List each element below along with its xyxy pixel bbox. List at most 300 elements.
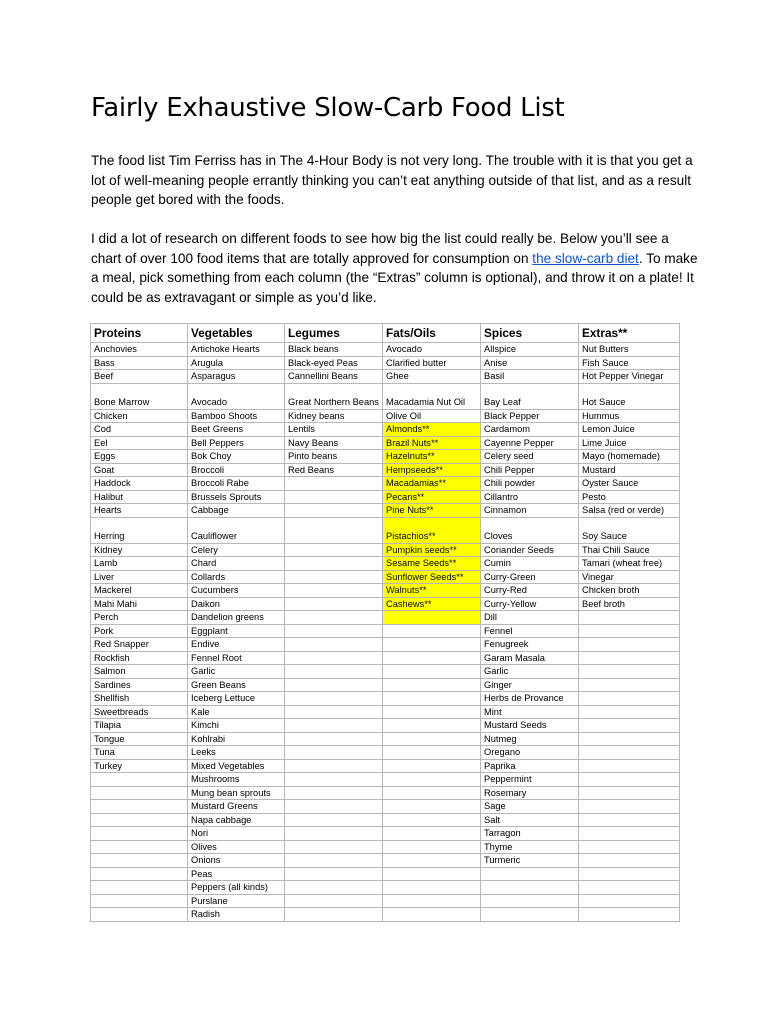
cell-extra bbox=[579, 786, 680, 800]
cell-legume bbox=[285, 665, 383, 679]
cell-vegetable: Brussels Sprouts bbox=[188, 490, 285, 504]
cell-vegetable: Onions bbox=[188, 854, 285, 868]
table-row bbox=[91, 881, 680, 895]
cell-legume: Red Beans bbox=[285, 463, 383, 477]
cell-extra bbox=[579, 611, 680, 625]
header-extras: Extras** bbox=[579, 324, 680, 343]
cell-vegetable: Peas bbox=[188, 867, 285, 881]
cell-fat-oil bbox=[383, 786, 481, 800]
cell-protein: Tongue bbox=[91, 732, 188, 746]
table-row bbox=[91, 570, 680, 584]
cell-fat-oil bbox=[383, 840, 481, 854]
table-row bbox=[91, 786, 680, 800]
cell-fat-oil bbox=[383, 813, 481, 827]
cell-legume bbox=[285, 678, 383, 692]
table-row bbox=[91, 436, 680, 450]
cell-spice: Sage bbox=[481, 800, 579, 814]
cell-legume: Cannellini Beans bbox=[285, 370, 383, 384]
cell-fat-oil: Pistachios** bbox=[383, 517, 481, 543]
cell-spice: Coriander Seeds bbox=[481, 543, 579, 557]
cell-fat-oil bbox=[383, 732, 481, 746]
instructions-paragraph bbox=[91, 229, 701, 307]
cell-fat-oil: Olive Oil bbox=[383, 409, 481, 423]
cell-fat-oil: Pumpkin seeds** bbox=[383, 543, 481, 557]
table-row bbox=[91, 624, 680, 638]
cell-legume bbox=[285, 827, 383, 841]
cell-legume: Kidney beans bbox=[285, 409, 383, 423]
cell-protein bbox=[91, 827, 188, 841]
cell-extra bbox=[579, 624, 680, 638]
cell-spice: Curry-Yellow bbox=[481, 597, 579, 611]
cell-protein bbox=[91, 854, 188, 868]
cell-vegetable: Mixed Vegetables bbox=[188, 759, 285, 773]
cell-fat-oil: Pine Nuts** bbox=[383, 504, 481, 518]
cell-spice: Thyme bbox=[481, 840, 579, 854]
cell-legume bbox=[285, 854, 383, 868]
cell-protein: Lamb bbox=[91, 557, 188, 571]
cell-extra bbox=[579, 678, 680, 692]
cell-protein: Bone Marrow bbox=[91, 383, 188, 409]
cell-vegetable: Chard bbox=[188, 557, 285, 571]
cell-vegetable: Mung bean sprouts bbox=[188, 786, 285, 800]
table-row bbox=[91, 490, 680, 504]
cell-legume bbox=[285, 584, 383, 598]
cell-protein: Goat bbox=[91, 463, 188, 477]
cell-spice: Tarragon bbox=[481, 827, 579, 841]
cell-legume bbox=[285, 813, 383, 827]
cell-extra: Nut Butters bbox=[579, 343, 680, 357]
cell-extra: Mustard bbox=[579, 463, 680, 477]
cell-extra: Soy Sauce bbox=[579, 517, 680, 543]
cell-extra: Mayo (homemade) bbox=[579, 450, 680, 464]
table-row bbox=[91, 356, 680, 370]
cell-extra bbox=[579, 800, 680, 814]
cell-fat-oil bbox=[383, 773, 481, 787]
slow-carb-diet-link[interactable]: the slow-carb diet bbox=[532, 250, 639, 266]
cell-vegetable: Green Beans bbox=[188, 678, 285, 692]
cell-fat-oil bbox=[383, 624, 481, 638]
page-title: Fairly Exhaustive Slow-Carb Food List bbox=[91, 93, 565, 123]
cell-fat-oil: Sesame Seeds** bbox=[383, 557, 481, 571]
cell-spice: Nutmeg bbox=[481, 732, 579, 746]
cell-protein: Cod bbox=[91, 423, 188, 437]
cell-fat-oil: Brazil Nuts** bbox=[383, 436, 481, 450]
cell-vegetable: Cucumbers bbox=[188, 584, 285, 598]
cell-protein: Herring bbox=[91, 517, 188, 543]
cell-fat-oil bbox=[383, 881, 481, 895]
cell-spice: Curry-Red bbox=[481, 584, 579, 598]
cell-extra: Oyster Sauce bbox=[579, 477, 680, 491]
cell-fat-oil bbox=[383, 705, 481, 719]
cell-spice: Anise bbox=[481, 356, 579, 370]
cell-vegetable: Iceberg Lettuce bbox=[188, 692, 285, 706]
cell-spice: Celery seed bbox=[481, 450, 579, 464]
instructions-text-after: . To make a meal, pick something from each column (the “Extras” column is optional), and throw it on a plate! It could be as extravagant or simple as you’d like. bbox=[91, 250, 698, 305]
cell-vegetable: Purslane bbox=[188, 894, 285, 908]
cell-legume bbox=[285, 557, 383, 571]
cell-vegetable: Mushrooms bbox=[188, 773, 285, 787]
cell-protein: Haddock bbox=[91, 477, 188, 491]
table-row bbox=[91, 800, 680, 814]
cell-legume: Pinto beans bbox=[285, 450, 383, 464]
cell-legume bbox=[285, 719, 383, 733]
cell-spice: Turmeric bbox=[481, 854, 579, 868]
cell-protein: Rockfish bbox=[91, 651, 188, 665]
table-row bbox=[91, 692, 680, 706]
cell-legume bbox=[285, 570, 383, 584]
table-row bbox=[91, 759, 680, 773]
cell-spice bbox=[481, 867, 579, 881]
cell-fat-oil bbox=[383, 854, 481, 868]
cell-spice: Cillantro bbox=[481, 490, 579, 504]
cell-vegetable: Broccoli bbox=[188, 463, 285, 477]
table-row bbox=[91, 370, 680, 384]
cell-extra: Beef broth bbox=[579, 597, 680, 611]
cell-extra bbox=[579, 881, 680, 895]
table-row bbox=[91, 827, 680, 841]
cell-spice: Chili powder bbox=[481, 477, 579, 491]
cell-vegetable: Bamboo Shoots bbox=[188, 409, 285, 423]
cell-fat-oil: Clarified butter bbox=[383, 356, 481, 370]
cell-legume: Navy Beans bbox=[285, 436, 383, 450]
instructions-text-before: I did a lot of research on different foods to see how big the list could really be. Below you’ll see a chart of over 100 food items that are totally approved for consumption on bbox=[91, 231, 669, 266]
cell-vegetable: Radish bbox=[188, 908, 285, 922]
cell-protein: Mackerel bbox=[91, 584, 188, 598]
cell-protein: Tilapia bbox=[91, 719, 188, 733]
cell-protein bbox=[91, 908, 188, 922]
table-row bbox=[91, 894, 680, 908]
cell-legume bbox=[285, 517, 383, 543]
cell-vegetable: Arugula bbox=[188, 356, 285, 370]
cell-vegetable: Nori bbox=[188, 827, 285, 841]
table-row bbox=[91, 813, 680, 827]
cell-vegetable: Kohlrabi bbox=[188, 732, 285, 746]
cell-vegetable: Broccoli Rabe bbox=[188, 477, 285, 491]
cell-vegetable: Collards bbox=[188, 570, 285, 584]
cell-fat-oil: Avocado bbox=[383, 343, 481, 357]
cell-extra: Tamari (wheat free) bbox=[579, 557, 680, 571]
cell-extra: Chicken broth bbox=[579, 584, 680, 598]
table-body bbox=[91, 343, 680, 922]
cell-protein bbox=[91, 786, 188, 800]
cell-spice: Rosemary bbox=[481, 786, 579, 800]
table-header-row bbox=[91, 324, 680, 343]
cell-legume: Great Northern Beans bbox=[285, 383, 383, 409]
cell-legume bbox=[285, 881, 383, 895]
cell-spice: Curry-Green bbox=[481, 570, 579, 584]
cell-fat-oil bbox=[383, 651, 481, 665]
cell-protein: Tuna bbox=[91, 746, 188, 760]
cell-protein: Sweetbreads bbox=[91, 705, 188, 719]
cell-legume bbox=[285, 759, 383, 773]
table-row bbox=[91, 423, 680, 437]
cell-protein bbox=[91, 773, 188, 787]
cell-extra bbox=[579, 894, 680, 908]
cell-extra bbox=[579, 692, 680, 706]
table-row bbox=[91, 651, 680, 665]
cell-legume bbox=[285, 638, 383, 652]
cell-legume: Black-eyed Peas bbox=[285, 356, 383, 370]
cell-legume bbox=[285, 773, 383, 787]
table-row bbox=[91, 463, 680, 477]
cell-vegetable: Bell Peppers bbox=[188, 436, 285, 450]
cell-vegetable: Cauliflower bbox=[188, 517, 285, 543]
cell-legume bbox=[285, 597, 383, 611]
cell-fat-oil bbox=[383, 665, 481, 679]
table-row bbox=[91, 746, 680, 760]
cell-extra: Fish Sauce bbox=[579, 356, 680, 370]
table-row bbox=[91, 773, 680, 787]
cell-extra: Salsa (red or verde) bbox=[579, 504, 680, 518]
cell-extra bbox=[579, 813, 680, 827]
cell-fat-oil: Almonds** bbox=[383, 423, 481, 437]
cell-vegetable: Fennel Root bbox=[188, 651, 285, 665]
cell-spice: Peppermint bbox=[481, 773, 579, 787]
table-row bbox=[91, 732, 680, 746]
cell-vegetable: Daikon bbox=[188, 597, 285, 611]
cell-spice bbox=[481, 908, 579, 922]
cell-vegetable: Artichoke Hearts bbox=[188, 343, 285, 357]
cell-spice: Cumin bbox=[481, 557, 579, 571]
cell-protein: Shellfish bbox=[91, 692, 188, 706]
cell-fat-oil bbox=[383, 678, 481, 692]
cell-spice bbox=[481, 881, 579, 895]
cell-spice: Mustard Seeds bbox=[481, 719, 579, 733]
cell-extra bbox=[579, 665, 680, 679]
cell-spice: Dill bbox=[481, 611, 579, 625]
cell-spice: Bay Leaf bbox=[481, 383, 579, 409]
cell-protein: Liver bbox=[91, 570, 188, 584]
cell-legume bbox=[285, 800, 383, 814]
cell-legume bbox=[285, 705, 383, 719]
intro-paragraph: The food list Tim Ferriss has in The 4-Hour Body is not very long. The trouble with it is that you get a lot of well-meaning people errantly thinking you can’t eat anything outside of that list, and as a result people get bored with the foods. bbox=[91, 153, 693, 207]
cell-fat-oil bbox=[383, 692, 481, 706]
cell-extra: Thai Chili Sauce bbox=[579, 543, 680, 557]
cell-vegetable: Bok Choy bbox=[188, 450, 285, 464]
table-row bbox=[91, 840, 680, 854]
cell-spice: Fenugreek bbox=[481, 638, 579, 652]
cell-fat-oil bbox=[383, 800, 481, 814]
cell-legume bbox=[285, 490, 383, 504]
table-row bbox=[91, 638, 680, 652]
table-row bbox=[91, 343, 680, 357]
cell-spice: Allspice bbox=[481, 343, 579, 357]
cell-extra: Pesto bbox=[579, 490, 680, 504]
cell-spice: Cloves bbox=[481, 517, 579, 543]
cell-legume bbox=[285, 746, 383, 760]
cell-legume bbox=[285, 611, 383, 625]
food-list-table bbox=[90, 323, 680, 922]
table-row bbox=[91, 409, 680, 423]
cell-fat-oil: Pecans** bbox=[383, 490, 481, 504]
cell-spice bbox=[481, 894, 579, 908]
cell-extra bbox=[579, 867, 680, 881]
cell-protein: Eel bbox=[91, 436, 188, 450]
cell-extra bbox=[579, 908, 680, 922]
table-row bbox=[91, 504, 680, 518]
table-row bbox=[91, 517, 680, 543]
table-row bbox=[91, 678, 680, 692]
cell-legume bbox=[285, 624, 383, 638]
cell-extra bbox=[579, 705, 680, 719]
cell-protein: Turkey bbox=[91, 759, 188, 773]
header-fats-oils: Fats/Oils bbox=[383, 324, 481, 343]
cell-protein: Hearts bbox=[91, 504, 188, 518]
cell-protein bbox=[91, 840, 188, 854]
cell-fat-oil bbox=[383, 894, 481, 908]
table-row bbox=[91, 665, 680, 679]
cell-vegetable: Beet Greens bbox=[188, 423, 285, 437]
cell-fat-oil: Sunflower Seeds** bbox=[383, 570, 481, 584]
cell-protein bbox=[91, 881, 188, 895]
cell-vegetable: Cabbage bbox=[188, 504, 285, 518]
cell-vegetable: Mustard Greens bbox=[188, 800, 285, 814]
cell-fat-oil bbox=[383, 867, 481, 881]
cell-fat-oil: Cashews** bbox=[383, 597, 481, 611]
cell-fat-oil: Macadamias** bbox=[383, 477, 481, 491]
cell-legume bbox=[285, 786, 383, 800]
cell-fat-oil bbox=[383, 908, 481, 922]
cell-spice: Paprika bbox=[481, 759, 579, 773]
cell-vegetable: Napa cabbage bbox=[188, 813, 285, 827]
cell-protein: Mahi Mahi bbox=[91, 597, 188, 611]
table-row bbox=[91, 584, 680, 598]
cell-protein: Red Snapper bbox=[91, 638, 188, 652]
cell-vegetable: Avocado bbox=[188, 383, 285, 409]
cell-extra: Hot Sauce bbox=[579, 383, 680, 409]
cell-extra: Hummus bbox=[579, 409, 680, 423]
cell-protein: Anchovies bbox=[91, 343, 188, 357]
cell-vegetable: Garlic bbox=[188, 665, 285, 679]
cell-fat-oil bbox=[383, 611, 481, 625]
cell-fat-oil bbox=[383, 746, 481, 760]
header-legumes: Legumes bbox=[285, 324, 383, 343]
cell-protein: Bass bbox=[91, 356, 188, 370]
cell-legume bbox=[285, 894, 383, 908]
cell-vegetable: Leeks bbox=[188, 746, 285, 760]
cell-spice: Fennel bbox=[481, 624, 579, 638]
cell-protein bbox=[91, 894, 188, 908]
cell-spice: Mint bbox=[481, 705, 579, 719]
table-row bbox=[91, 450, 680, 464]
cell-fat-oil: Walnuts** bbox=[383, 584, 481, 598]
cell-vegetable: Peppers (all kinds) bbox=[188, 881, 285, 895]
cell-extra bbox=[579, 719, 680, 733]
cell-extra bbox=[579, 759, 680, 773]
cell-spice: Salt bbox=[481, 813, 579, 827]
table-row bbox=[91, 383, 680, 409]
cell-legume bbox=[285, 732, 383, 746]
cell-protein: Beef bbox=[91, 370, 188, 384]
cell-fat-oil: Macadamia Nut Oil bbox=[383, 383, 481, 409]
cell-vegetable: Eggplant bbox=[188, 624, 285, 638]
cell-protein bbox=[91, 813, 188, 827]
cell-vegetable: Kimchi bbox=[188, 719, 285, 733]
cell-legume bbox=[285, 840, 383, 854]
cell-legume bbox=[285, 692, 383, 706]
cell-legume bbox=[285, 543, 383, 557]
cell-extra: Vinegar bbox=[579, 570, 680, 584]
table-row bbox=[91, 705, 680, 719]
cell-spice: Black Pepper bbox=[481, 409, 579, 423]
cell-spice: Ginger bbox=[481, 678, 579, 692]
cell-spice: Oregano bbox=[481, 746, 579, 760]
cell-spice: Cayenne Pepper bbox=[481, 436, 579, 450]
table-row bbox=[91, 719, 680, 733]
cell-legume bbox=[285, 651, 383, 665]
cell-extra bbox=[579, 827, 680, 841]
cell-legume bbox=[285, 908, 383, 922]
cell-spice: Garam Masala bbox=[481, 651, 579, 665]
cell-extra bbox=[579, 840, 680, 854]
cell-protein: Pork bbox=[91, 624, 188, 638]
table-row bbox=[91, 867, 680, 881]
cell-legume bbox=[285, 477, 383, 491]
cell-legume: Black beans bbox=[285, 343, 383, 357]
cell-spice: Garlic bbox=[481, 665, 579, 679]
cell-spice: Chili Pepper bbox=[481, 463, 579, 477]
table-row bbox=[91, 543, 680, 557]
cell-spice: Herbs de Provance bbox=[481, 692, 579, 706]
cell-vegetable: Olives bbox=[188, 840, 285, 854]
cell-extra: Lemon Juice bbox=[579, 423, 680, 437]
header-spices: Spices bbox=[481, 324, 579, 343]
cell-extra bbox=[579, 854, 680, 868]
cell-fat-oil bbox=[383, 719, 481, 733]
cell-extra bbox=[579, 651, 680, 665]
table-row bbox=[91, 557, 680, 571]
table-row bbox=[91, 597, 680, 611]
cell-spice: Basil bbox=[481, 370, 579, 384]
cell-fat-oil bbox=[383, 638, 481, 652]
cell-extra bbox=[579, 638, 680, 652]
cell-protein: Salmon bbox=[91, 665, 188, 679]
cell-fat-oil: Hempseeds** bbox=[383, 463, 481, 477]
cell-protein: Chicken bbox=[91, 409, 188, 423]
table-row bbox=[91, 477, 680, 491]
cell-legume: Lentils bbox=[285, 423, 383, 437]
table-row bbox=[91, 611, 680, 625]
cell-extra: Hot Pepper Vinegar bbox=[579, 370, 680, 384]
cell-extra: Lime Juice bbox=[579, 436, 680, 450]
cell-fat-oil: Hazelnuts** bbox=[383, 450, 481, 464]
table-row bbox=[91, 908, 680, 922]
cell-vegetable: Endive bbox=[188, 638, 285, 652]
cell-protein bbox=[91, 800, 188, 814]
cell-vegetable: Dandelion greens bbox=[188, 611, 285, 625]
cell-protein: Halibut bbox=[91, 490, 188, 504]
cell-fat-oil: Ghee bbox=[383, 370, 481, 384]
cell-legume bbox=[285, 867, 383, 881]
cell-extra bbox=[579, 746, 680, 760]
cell-spice: Cinnamon bbox=[481, 504, 579, 518]
cell-fat-oil bbox=[383, 827, 481, 841]
cell-vegetable: Celery bbox=[188, 543, 285, 557]
cell-protein: Eggs bbox=[91, 450, 188, 464]
cell-vegetable: Asparagus bbox=[188, 370, 285, 384]
header-vegetables: Vegetables bbox=[188, 324, 285, 343]
table-row bbox=[91, 854, 680, 868]
cell-fat-oil bbox=[383, 759, 481, 773]
cell-extra bbox=[579, 732, 680, 746]
cell-protein: Sardines bbox=[91, 678, 188, 692]
header-proteins: Proteins bbox=[91, 324, 188, 343]
cell-protein: Perch bbox=[91, 611, 188, 625]
cell-vegetable: Kale bbox=[188, 705, 285, 719]
cell-spice: Cardamom bbox=[481, 423, 579, 437]
cell-protein bbox=[91, 867, 188, 881]
cell-protein: Kidney bbox=[91, 543, 188, 557]
